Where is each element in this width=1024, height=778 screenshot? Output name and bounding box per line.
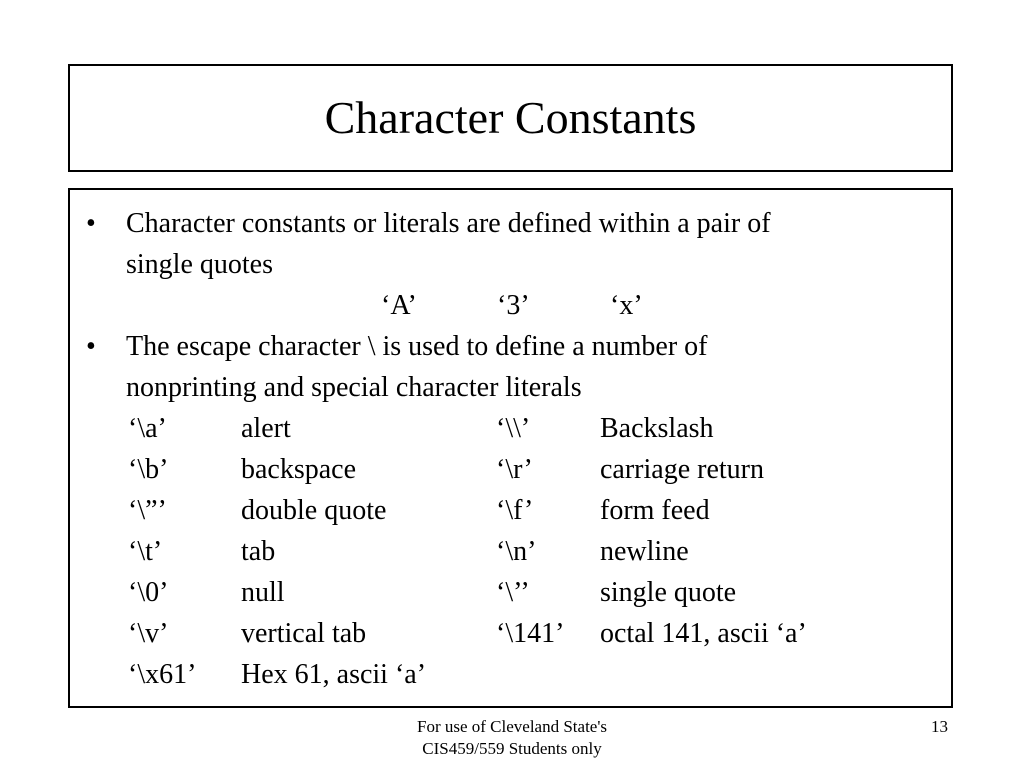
content-box: [68, 188, 953, 708]
escape-code: ‘\n’: [496, 536, 537, 567]
bullet-2-line-1: The escape character \ is used to define a number of: [126, 331, 708, 362]
escape-desc: carriage return: [600, 454, 764, 485]
bullet-icon: •: [86, 208, 96, 239]
escape-code: ‘\0’: [128, 577, 169, 608]
escape-code: ‘\t’: [128, 536, 163, 567]
footer-line-2: CIS459/559 Students only: [422, 739, 602, 758]
slide-title: Character Constants: [324, 92, 697, 143]
bullet-icon: •: [86, 331, 96, 362]
escape-code: ‘\141’: [496, 618, 565, 649]
page-number: 13: [931, 717, 948, 736]
escape-code: ‘\’’: [496, 577, 530, 608]
example-char-x: ‘x’: [610, 290, 643, 321]
escape-code: ‘\x61’: [128, 659, 197, 690]
bullet-1-line-2: single quotes: [126, 249, 273, 280]
escape-desc: tab: [241, 536, 276, 567]
escape-desc: Hex 61, ascii ‘a’: [241, 659, 427, 690]
escape-desc: single quote: [600, 577, 737, 608]
footer-line-1: For use of Cleveland State's: [416, 717, 608, 736]
escape-desc: double quote: [241, 495, 387, 526]
escape-desc: octal 141, ascii ‘a’: [600, 618, 807, 649]
bullet-2-line-2: nonprinting and special character literals: [126, 372, 582, 403]
escape-code: ‘\b’: [128, 454, 169, 485]
escape-code: ‘\f’: [496, 495, 534, 526]
footer-notice: [0, 716, 1024, 760]
escape-code: ‘\”’: [128, 495, 167, 526]
escape-code: ‘\a’: [128, 413, 167, 444]
bullet-1-line-1: Character constants or literals are defined within a pair of: [126, 208, 771, 239]
escape-desc: Backslash: [600, 413, 714, 444]
escape-code: ‘\r’: [496, 454, 533, 485]
escape-desc: backspace: [241, 454, 357, 485]
escape-code: ‘\\’: [496, 413, 531, 444]
escape-desc: form feed: [600, 495, 710, 526]
escape-desc: null: [241, 577, 285, 608]
escape-desc: newline: [600, 536, 689, 567]
escape-code: ‘\v’: [128, 618, 169, 649]
title-box: [68, 64, 953, 172]
escape-desc: vertical tab: [241, 618, 367, 649]
example-char-3: ‘3’: [497, 290, 530, 321]
escape-desc: alert: [241, 413, 291, 444]
example-char-a: ‘A’: [381, 290, 417, 321]
